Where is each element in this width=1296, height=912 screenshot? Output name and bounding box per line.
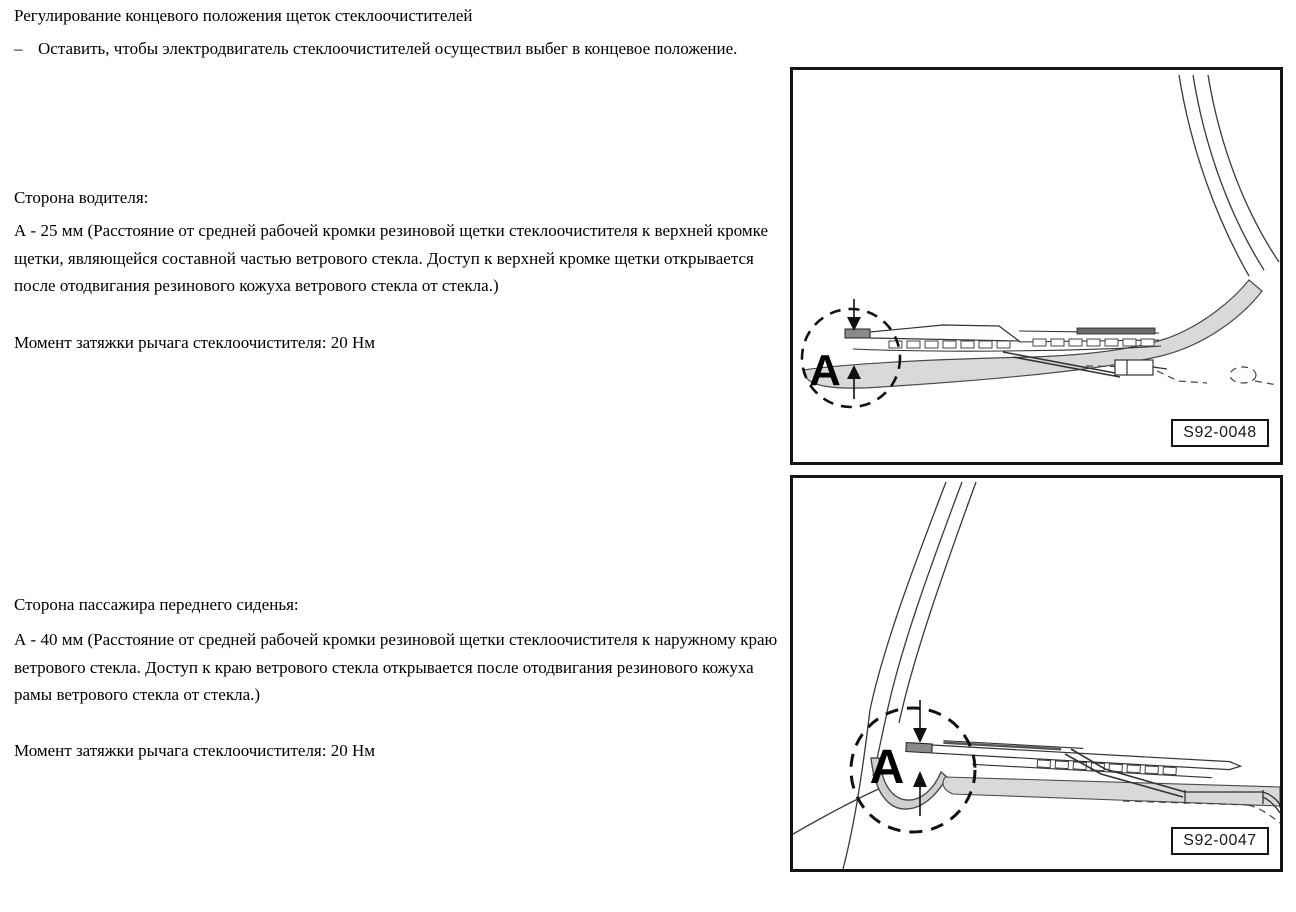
driver-side-torque: Момент затяжки рычага стеклоочистителя: 20 Нм [14, 333, 376, 352]
wiper-illustration-driver [793, 70, 1280, 462]
callout-letter-a: A [869, 741, 905, 794]
passenger-side-heading: Сторона пассажира переднего сиденья: [14, 595, 299, 614]
figure-passenger-side-wiper [790, 475, 1283, 872]
driver-side-heading: Сторона водителя: [14, 188, 149, 207]
step-dash: – [14, 39, 23, 58]
wiper-illustration-passenger [793, 478, 1280, 869]
figure-label: S92-0048 [1171, 419, 1269, 447]
dimension-arrow-down [847, 299, 861, 331]
figure-label: S92-0047 [1171, 827, 1269, 855]
blade-tip [906, 743, 932, 753]
callout-letter-a: A [809, 346, 841, 395]
figure-driver-side-wiper [790, 67, 1283, 465]
fender-line [793, 787, 883, 834]
dimension-arrow-down [913, 700, 927, 743]
blade-tip [845, 329, 870, 338]
passenger-side-description: А - 40 мм (Расстояние от средней рабочей кромки резиновой щетки стеклоочистителя к наружному краю ветрового стекла. Доступ к краю ветрового стекла открывается после отодвигания резинового кожуха рамы ветрового стекла от стекла.) [14, 630, 778, 705]
page-title: Регулирование концевого положения щеток стеклоочистителей [14, 6, 473, 25]
step-text: Оставить, чтобы электродвигатель стеклоочистителей осуществил выбег в концевое положение. [38, 39, 738, 58]
procedure-step [14, 38, 737, 60]
passenger-side-torque: Момент затяжки рычага стеклоочистителя: 20 Нм [14, 741, 376, 760]
a-pillar-lines [1179, 75, 1279, 276]
a-pillar-lines [843, 482, 976, 869]
wiper-blade [845, 325, 1161, 351]
driver-side-description: А - 25 мм (Расстояние от средней рабочей кромки резиновой щетки стеклоочистителя к верхней кромке щетки, являющейся составной частью ветрового стекла. Доступ к верхней кромке щетки открывается после отодвигания резинового кожуха ветрового стекла от стекла.) [14, 221, 769, 296]
